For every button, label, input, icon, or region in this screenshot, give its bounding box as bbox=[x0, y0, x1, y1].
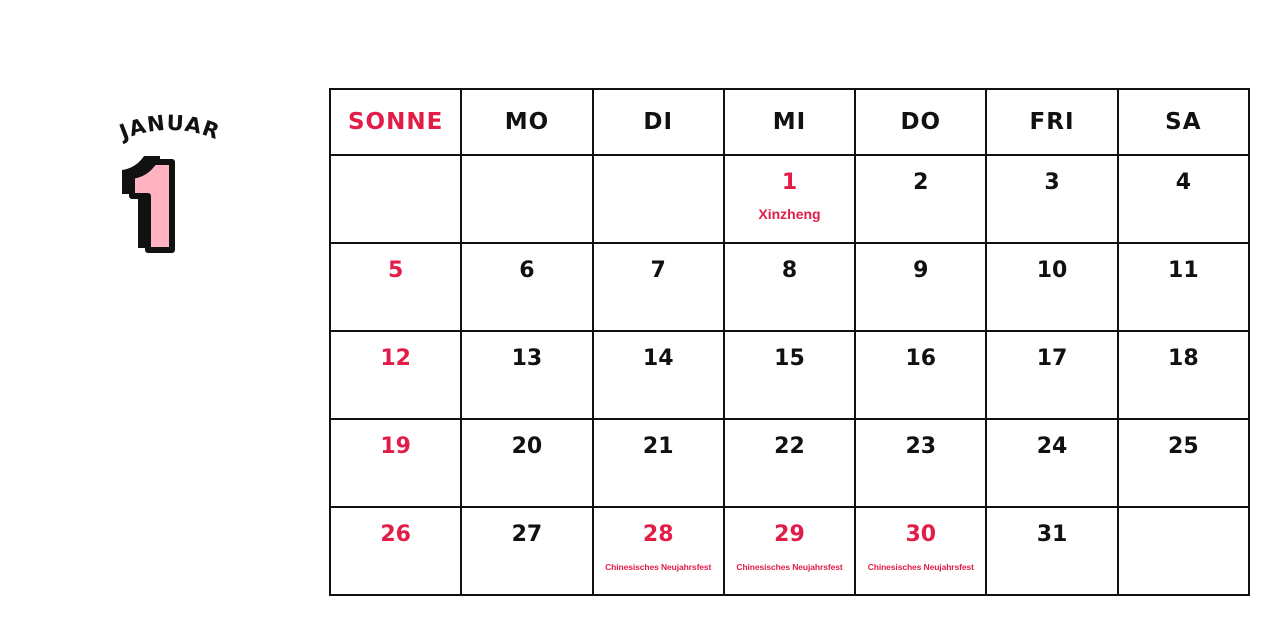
month-number-graphic bbox=[114, 152, 214, 272]
day-number: 23 bbox=[905, 434, 937, 459]
calendar-day-cell[interactable] bbox=[986, 507, 1117, 595]
day-number: 31 bbox=[1036, 522, 1068, 547]
day-number: 29 bbox=[774, 522, 805, 547]
day-number: 19 bbox=[380, 434, 411, 459]
day-number: 28 bbox=[642, 522, 674, 547]
month-name-arc bbox=[100, 108, 240, 148]
day-number: 14 bbox=[642, 346, 674, 371]
month-header bbox=[100, 108, 240, 268]
day-number: 1 bbox=[781, 170, 798, 195]
calendar-day-cell[interactable] bbox=[855, 331, 986, 419]
day-number: 21 bbox=[642, 434, 674, 459]
calendar-day-cell[interactable] bbox=[986, 155, 1117, 243]
calendar-day-cell[interactable] bbox=[461, 243, 592, 331]
calendar-day-cell[interactable] bbox=[1118, 419, 1249, 507]
calendar-day-cell[interactable] bbox=[330, 419, 461, 507]
calendar-week-row bbox=[330, 155, 1249, 243]
weekday-wednesday: MI bbox=[724, 89, 855, 155]
month-name bbox=[100, 108, 240, 148]
day-number: 12 bbox=[380, 346, 411, 371]
month-name-text: JANUAR bbox=[116, 110, 224, 145]
holiday-label: Chinesisches Neujahrsfest bbox=[736, 562, 843, 572]
calendar-day-cell[interactable] bbox=[986, 243, 1117, 331]
calendar-day-cell[interactable] bbox=[724, 243, 855, 331]
calendar-day-cell[interactable] bbox=[855, 507, 986, 595]
calendar-day-cell[interactable] bbox=[1118, 243, 1249, 331]
calendar-day-cell[interactable] bbox=[593, 243, 724, 331]
holiday-label: Chinesisches Neujahrsfest bbox=[867, 562, 974, 572]
calendar-grid bbox=[329, 88, 1250, 596]
calendar-day-cell[interactable] bbox=[330, 331, 461, 419]
day-number: 27 bbox=[511, 522, 543, 547]
calendar-day-cell[interactable] bbox=[855, 155, 986, 243]
calendar-day-cell[interactable] bbox=[986, 331, 1117, 419]
calendar-day-cell[interactable] bbox=[855, 243, 986, 331]
calendar-day-cell[interactable] bbox=[1118, 331, 1249, 419]
calendar-day-cell[interactable] bbox=[724, 419, 855, 507]
weekday-thursday: DO bbox=[855, 89, 986, 155]
day-number: 26 bbox=[380, 522, 411, 547]
weekday-sunday: SONNE bbox=[330, 89, 461, 155]
day-number: 11 bbox=[1168, 258, 1199, 283]
day-number: 18 bbox=[1168, 346, 1199, 371]
calendar-day-cell[interactable] bbox=[461, 331, 592, 419]
day-number: 5 bbox=[387, 258, 404, 283]
calendar-week-row bbox=[330, 243, 1249, 331]
holiday-label: Xinzheng bbox=[758, 206, 821, 222]
day-number: 20 bbox=[511, 434, 543, 459]
day-number: 8 bbox=[781, 258, 798, 283]
weekday-monday: MO bbox=[461, 89, 592, 155]
day-number: 2 bbox=[913, 170, 929, 195]
calendar-day-cell[interactable] bbox=[724, 507, 855, 595]
weekday-friday: FRI bbox=[986, 89, 1117, 155]
calendar-day-cell[interactable] bbox=[593, 507, 724, 595]
calendar-day-cell[interactable] bbox=[461, 419, 592, 507]
calendar-week-row bbox=[330, 331, 1249, 419]
month-number-icon bbox=[114, 152, 214, 272]
calendar-day-cell[interactable] bbox=[724, 155, 855, 243]
day-number: 30 bbox=[905, 522, 937, 547]
calendar-day-cell[interactable] bbox=[724, 331, 855, 419]
weekday-tuesday: DI bbox=[593, 89, 724, 155]
day-number: 22 bbox=[774, 434, 805, 459]
day-number: 25 bbox=[1168, 434, 1199, 459]
calendar-day-cell bbox=[1118, 507, 1249, 595]
calendar-day-cell bbox=[330, 155, 461, 243]
weekday-header-row bbox=[330, 89, 1249, 155]
calendar-day-cell[interactable] bbox=[593, 419, 724, 507]
day-number: 7 bbox=[650, 258, 666, 283]
holiday-label: Chinesisches Neujahrsfest bbox=[605, 562, 712, 572]
calendar-day-cell bbox=[593, 155, 724, 243]
calendar-week-row bbox=[330, 419, 1249, 507]
weekday-saturday: SA bbox=[1118, 89, 1249, 155]
day-number: 9 bbox=[913, 258, 929, 283]
calendar-day-cell[interactable] bbox=[330, 507, 461, 595]
day-number: 16 bbox=[905, 346, 937, 371]
calendar-day-cell[interactable] bbox=[855, 419, 986, 507]
day-number: 15 bbox=[774, 346, 805, 371]
calendar-day-cell bbox=[461, 155, 592, 243]
calendar-day-cell[interactable] bbox=[986, 419, 1117, 507]
day-number: 3 bbox=[1044, 170, 1060, 195]
calendar-week-row bbox=[330, 507, 1249, 595]
calendar-day-cell[interactable] bbox=[330, 243, 461, 331]
day-number: 6 bbox=[519, 258, 535, 283]
calendar-day-cell[interactable] bbox=[1118, 155, 1249, 243]
calendar-day-cell[interactable] bbox=[593, 331, 724, 419]
day-number: 13 bbox=[511, 346, 543, 371]
day-number: 17 bbox=[1036, 346, 1068, 371]
svg-text:JANUAR bbox=[114, 111, 223, 145]
day-number: 24 bbox=[1036, 434, 1068, 459]
day-number: 10 bbox=[1036, 258, 1068, 283]
calendar-day-cell[interactable] bbox=[461, 507, 592, 595]
day-number: 4 bbox=[1175, 170, 1191, 195]
